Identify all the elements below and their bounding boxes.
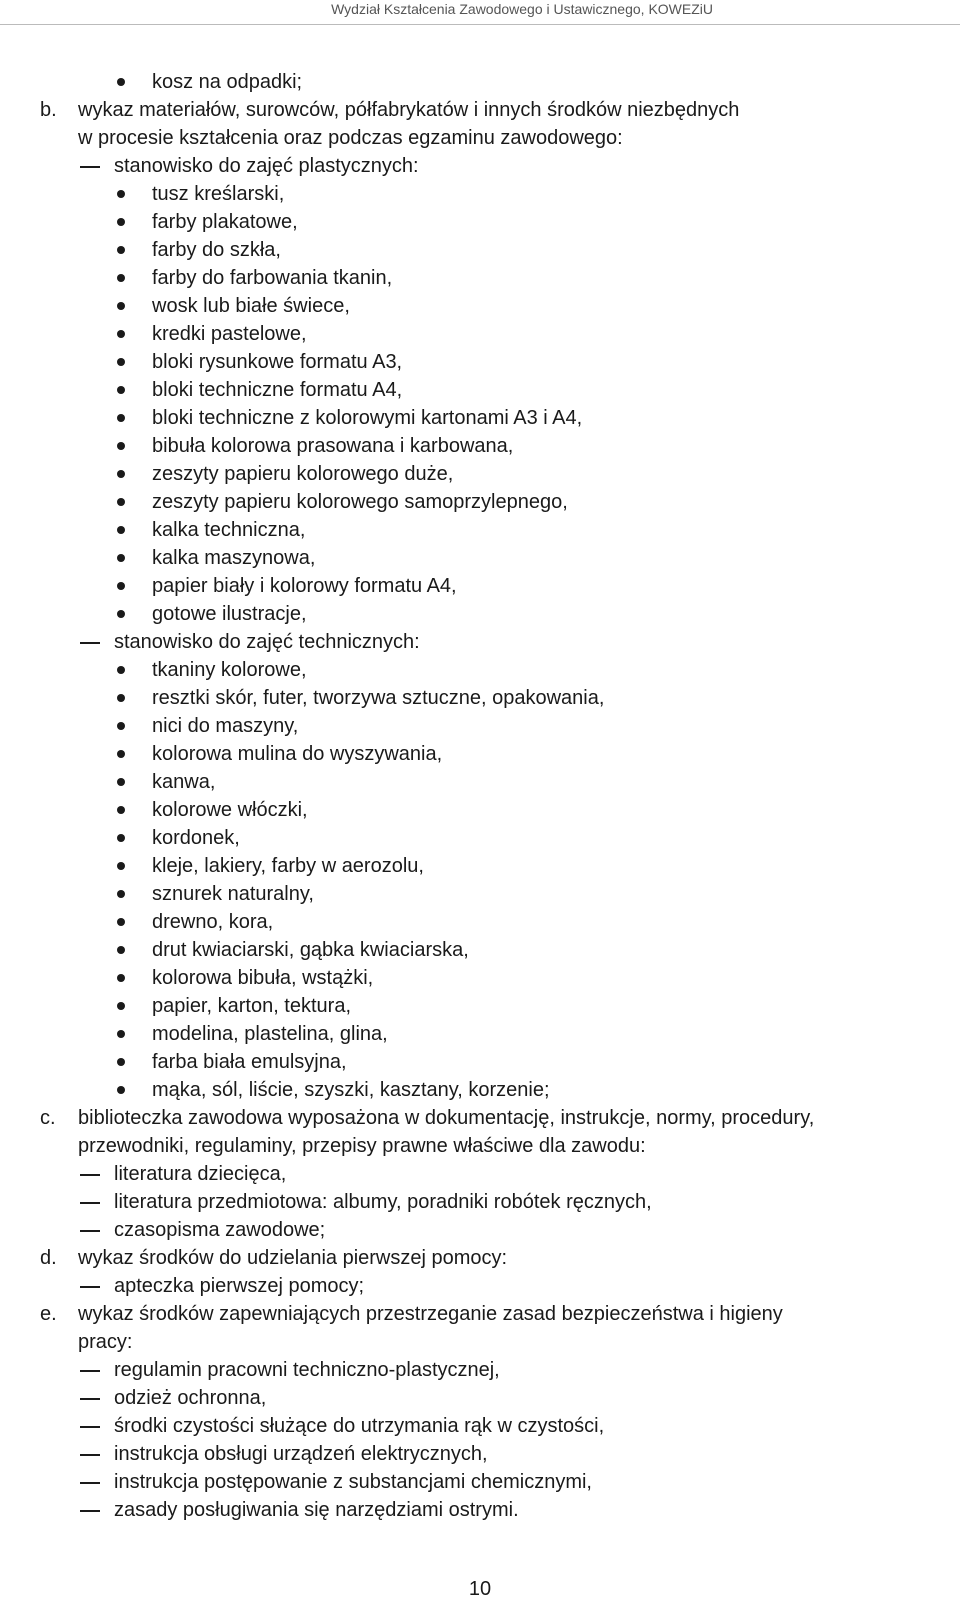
bullet-icon xyxy=(117,554,125,562)
bullet-icon xyxy=(117,358,125,366)
list-letter-marker: b. xyxy=(40,99,57,121)
list-item-dash xyxy=(0,628,960,656)
list-item-bullet xyxy=(0,1076,960,1104)
list-item-bullet xyxy=(0,572,960,600)
list-item-dash xyxy=(0,1440,960,1468)
list-item-text: apteczka pierwszej pomocy; xyxy=(114,1275,365,1297)
list-item-text: bloki techniczne z kolorowymi kartonami A3 i A4, xyxy=(152,407,583,429)
list-item-bullet xyxy=(0,68,960,96)
list-item-text: czasopisma zawodowe; xyxy=(114,1219,326,1241)
bullet-icon xyxy=(117,666,125,674)
list-item-text: w procesie kształcenia oraz podczas egzaminu zawodowego: xyxy=(78,127,623,149)
list-item-bullet xyxy=(0,768,960,796)
list-item-cont xyxy=(0,124,960,152)
list-item-bullet xyxy=(0,600,960,628)
list-item-text: tusz kreślarski, xyxy=(152,183,285,205)
list-item-text: pracy: xyxy=(78,1331,133,1353)
bullet-icon xyxy=(117,190,125,198)
list-item-text: bibuła kolorowa prasowana i karbowana, xyxy=(152,435,514,457)
list-item-text: stanowisko do zajęć plastycznych: xyxy=(114,155,419,177)
list-item-bullet xyxy=(0,376,960,404)
list-item-text: kordonek, xyxy=(152,827,240,849)
list-item-bullet xyxy=(0,320,960,348)
list-item-text: wykaz środków zapewniających przestrzeganie zasad bezpieczeństwa i higieny xyxy=(78,1303,783,1325)
list-item-bullet xyxy=(0,348,960,376)
list-item-text: bloki techniczne formatu A4, xyxy=(152,379,403,401)
list-item-bullet xyxy=(0,936,960,964)
bullet-icon xyxy=(117,78,125,86)
dash-icon xyxy=(80,1202,100,1204)
list-item-dash xyxy=(0,152,960,180)
bullet-icon xyxy=(117,330,125,338)
list-item-bullet xyxy=(0,824,960,852)
bullet-icon xyxy=(117,442,125,450)
list-item-text: stanowisko do zajęć technicznych: xyxy=(114,631,420,653)
list-item-dash xyxy=(0,1188,960,1216)
bullet-icon xyxy=(117,1030,125,1038)
list-item-text: instrukcja postępowanie z substancjami chemicznymi, xyxy=(114,1471,592,1493)
list-item-text: regulamin pracowni techniczno-plastycznej, xyxy=(114,1359,500,1381)
list-item-letter xyxy=(0,1300,960,1328)
list-item-bullet xyxy=(0,796,960,824)
list-item-text: drut kwiaciarski, gąbka kwiaciarska, xyxy=(152,939,469,961)
bullet-icon xyxy=(117,1002,125,1010)
list-item-cont xyxy=(0,1328,960,1356)
list-item-bullet xyxy=(0,1020,960,1048)
list-item-text: farby do szkła, xyxy=(152,239,281,261)
list-item-letter xyxy=(0,96,960,124)
list-item-bullet xyxy=(0,180,960,208)
bullet-icon xyxy=(117,778,125,786)
header-title: Wydział Kształcenia Zawodowego i Ustawicznego, KOWEZiU xyxy=(331,1,713,17)
bullet-icon xyxy=(117,890,125,898)
list-item-bullet xyxy=(0,460,960,488)
list-item-dash xyxy=(0,1384,960,1412)
list-item-text: gotowe ilustracje, xyxy=(152,603,307,625)
bullet-icon xyxy=(117,862,125,870)
list-item-text: mąka, sól, liście, szyszki, kasztany, korzenie; xyxy=(152,1079,550,1101)
list-item-text: drewno, kora, xyxy=(152,911,274,933)
dash-icon xyxy=(80,1426,100,1428)
header-divider xyxy=(0,24,960,25)
list-item-text: kosz na odpadki; xyxy=(152,71,303,93)
bullet-icon xyxy=(117,498,125,506)
list-item-bullet xyxy=(0,656,960,684)
list-item-dash xyxy=(0,1356,960,1384)
dash-icon xyxy=(80,1510,100,1512)
bullet-icon xyxy=(117,834,125,842)
list-item-text: kredki pastelowe, xyxy=(152,323,307,345)
dash-icon xyxy=(80,1230,100,1232)
page-number: 10 xyxy=(468,1578,492,1600)
list-item-bullet xyxy=(0,964,960,992)
list-item-text: kolorowa bibuła, wstążki, xyxy=(152,967,374,989)
list-letter-marker: c. xyxy=(40,1107,56,1129)
list-item-bullet xyxy=(0,880,960,908)
dash-icon xyxy=(80,1454,100,1456)
list-item-text: wosk lub białe świece, xyxy=(152,295,350,317)
bullet-icon xyxy=(117,806,125,814)
list-item-bullet xyxy=(0,740,960,768)
bullet-icon xyxy=(117,694,125,702)
list-item-text: wykaz materiałów, surowców, półfabrykatów i innych środków niezbędnych xyxy=(78,99,740,121)
list-item-text: tkaniny kolorowe, xyxy=(152,659,307,681)
list-item-dash xyxy=(0,1412,960,1440)
list-item-text: papier, karton, tektura, xyxy=(152,995,352,1017)
list-item-text: literatura dziecięca, xyxy=(114,1163,287,1185)
list-item-text: kanwa, xyxy=(152,771,216,793)
dash-icon xyxy=(80,1174,100,1176)
list-item-text: kalka maszynowa, xyxy=(152,547,316,569)
list-item-text: odzież ochronna, xyxy=(114,1387,267,1409)
bullet-icon xyxy=(117,218,125,226)
list-item-text: wykaz środków do udzielania pierwszej pomocy: xyxy=(78,1247,508,1269)
dash-icon xyxy=(80,642,100,644)
list-item-bullet xyxy=(0,292,960,320)
bullet-icon xyxy=(117,1086,125,1094)
bullet-icon xyxy=(117,750,125,758)
list-item-text: farby do farbowania tkanin, xyxy=(152,267,393,289)
list-item-text: kalka techniczna, xyxy=(152,519,306,541)
bullet-icon xyxy=(117,274,125,282)
list-item-dash xyxy=(0,1496,960,1524)
list-letter-marker: d. xyxy=(40,1247,57,1269)
list-item-dash xyxy=(0,1272,960,1300)
list-item-bullet xyxy=(0,992,960,1020)
list-item-text: literatura przedmiotowa: albumy, poradniki robótek ręcznych, xyxy=(114,1191,652,1213)
list-item-text: środki czystości służące do utrzymania rąk w czystości, xyxy=(114,1415,605,1437)
list-item-text: nici do maszyny, xyxy=(152,715,299,737)
dash-icon xyxy=(80,166,100,168)
bullet-icon xyxy=(117,974,125,982)
list-item-text: przewodniki, regulaminy, przepisy prawne właściwe dla zawodu: xyxy=(78,1135,646,1157)
bullet-icon xyxy=(117,918,125,926)
bullet-icon xyxy=(117,386,125,394)
list-item-bullet xyxy=(0,236,960,264)
list-letter-marker: e. xyxy=(40,1303,57,1325)
bullet-icon xyxy=(117,582,125,590)
list-item-bullet xyxy=(0,264,960,292)
list-item-text: instrukcja obsługi urządzeń elektrycznych, xyxy=(114,1443,488,1465)
list-item-letter xyxy=(0,1104,960,1132)
list-item-bullet xyxy=(0,404,960,432)
bullet-icon xyxy=(117,470,125,478)
dash-icon xyxy=(80,1370,100,1372)
bullet-icon xyxy=(117,610,125,618)
bullet-icon xyxy=(117,302,125,310)
list-item-text: zeszyty papieru kolorowego samoprzylepnego, xyxy=(152,491,568,513)
list-item-dash xyxy=(0,1468,960,1496)
list-item-text: kleje, lakiery, farby w aerozolu, xyxy=(152,855,424,877)
list-item-text: zeszyty papieru kolorowego duże, xyxy=(152,463,454,485)
dash-icon xyxy=(80,1482,100,1484)
list-item-cont xyxy=(0,1132,960,1160)
bullet-icon xyxy=(117,246,125,254)
list-item-text: kolorowa mulina do wyszywania, xyxy=(152,743,443,765)
bullet-icon xyxy=(117,414,125,422)
list-item-bullet xyxy=(0,544,960,572)
list-item-text: sznurek naturalny, xyxy=(152,883,314,905)
list-item-text: resztki skór, futer, tworzywa sztuczne, opakowania, xyxy=(152,687,605,709)
list-item-bullet xyxy=(0,852,960,880)
list-item-bullet xyxy=(0,1048,960,1076)
list-item-bullet xyxy=(0,712,960,740)
dash-icon xyxy=(80,1398,100,1400)
list-item-bullet xyxy=(0,684,960,712)
dash-icon xyxy=(80,1286,100,1288)
bullet-icon xyxy=(117,1058,125,1066)
bullet-icon xyxy=(117,722,125,730)
list-item-bullet xyxy=(0,516,960,544)
list-item-dash xyxy=(0,1216,960,1244)
list-item-text: farba biała emulsyjna, xyxy=(152,1051,347,1073)
list-item-bullet xyxy=(0,208,960,236)
list-item-text: biblioteczka zawodowa wyposażona w dokumentację, instrukcje, normy, procedury, xyxy=(78,1107,815,1129)
list-item-letter xyxy=(0,1244,960,1272)
list-item-dash xyxy=(0,1160,960,1188)
list-item-text: zasady posługiwania się narzędziami ostrymi. xyxy=(114,1499,519,1521)
list-item-bullet xyxy=(0,488,960,516)
bullet-icon xyxy=(117,946,125,954)
document-body xyxy=(0,68,960,1524)
list-item-text: modelina, plastelina, glina, xyxy=(152,1023,388,1045)
list-item-text: farby plakatowe, xyxy=(152,211,298,233)
list-item-text: papier biały i kolorowy formatu A4, xyxy=(152,575,457,597)
bullet-icon xyxy=(117,526,125,534)
list-item-bullet xyxy=(0,908,960,936)
page-header xyxy=(0,0,960,34)
list-item-bullet xyxy=(0,432,960,460)
list-item-text: kolorowe włóczki, xyxy=(152,799,308,821)
list-item-text: bloki rysunkowe formatu A3, xyxy=(152,351,403,373)
